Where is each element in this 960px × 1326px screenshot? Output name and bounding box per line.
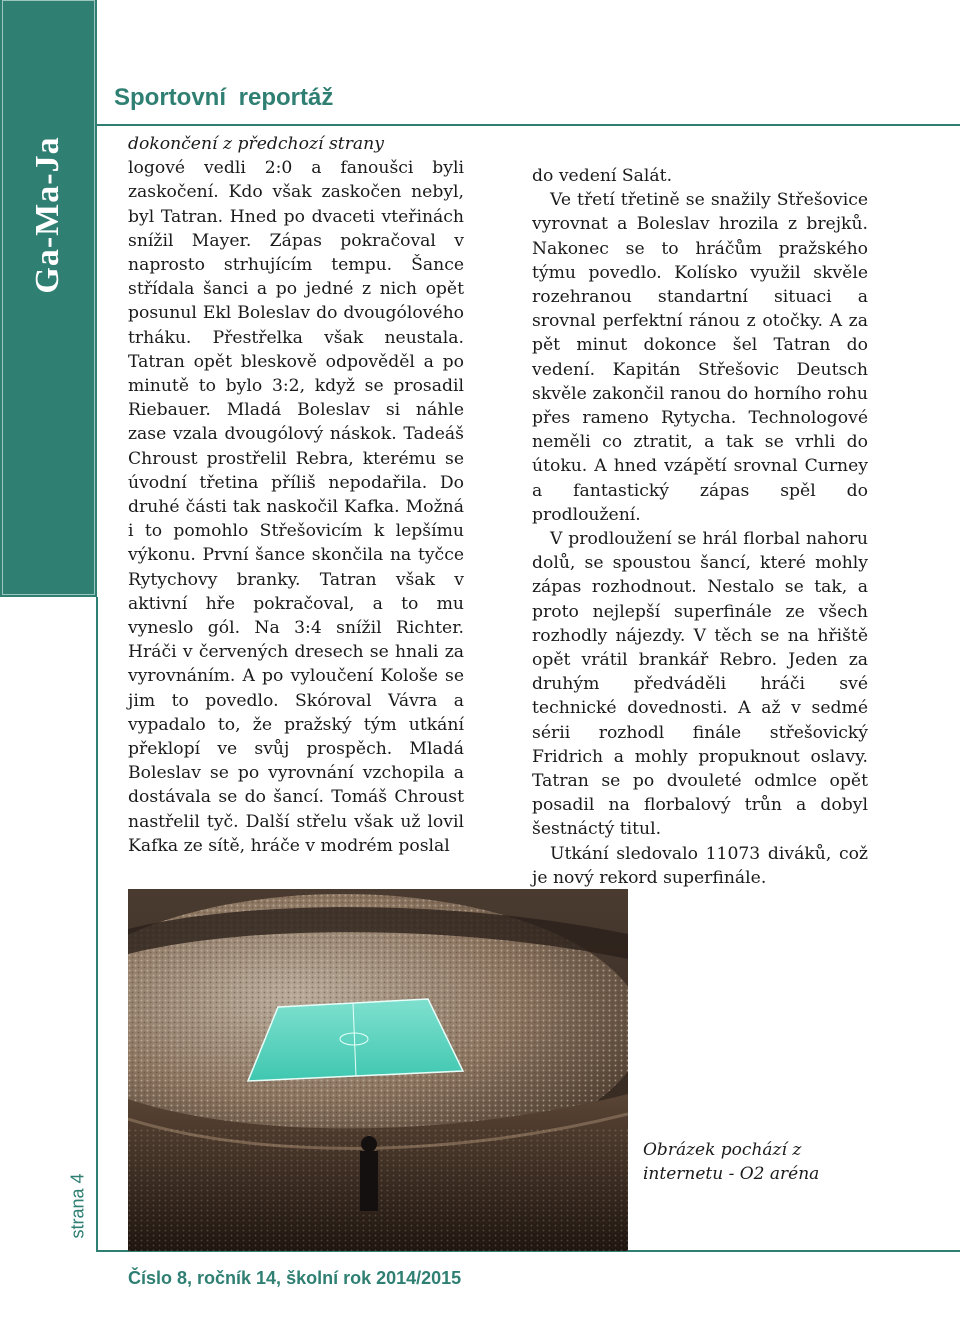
article-column-left (128, 132, 464, 858)
section-title: Sportovní reportáž (114, 84, 334, 111)
photo-caption: Obrázek pochází z internetu - O2 aréna (643, 1140, 820, 1184)
article-paragraph: logové vedli 2:0 a fanoušci byli zaskočení. Kdo však zaskočen nebyl, byl Tatran. Hned po dvaceti vteřinách snížil Mayer. Zápas pokračoval v naprosto strhujícím tempu. Šance střídala šanci a po jedné z nich opět posunul Ekl Boleslav do dvougólového trháku. Přestřelka však neustala. Tatran opět bleskově odpověděl a po minutě to bylo 3:2, když se prosadil Riebauer. Mladá Boleslav si náhle zase vzala dvougólový náskok. Tadeáš Chroust prostřelil Rebra, kterému se úvodní třetina příliš nepodařila. Do druhé části tak naskočil Kafka. Možná i to pomohlo Střešovicím k lepšímu výkonu. První šance skončila na tyčce Rytychovy branky. Tatran však v aktivní hře pokračoval, a to mu vyneslo gól. Na 3:4 snížil Richter. Hráči v červených dresech se hnali za vyrovnáním. A po vyloučení Kološe se jim to povedlo. Skóroval Vávra a vypadalo to, že pražský tým utkání překlopí ve svůj prospěch. Mladá Boleslav se po vyrovnání vzchopila a dostávala se do šancí. Tomáš Chroust nastřelil tyč. Další střelu však už lovil Kafka ze sítě, hráče v modrém poslal (128, 158, 464, 856)
page-number: strana 4 (67, 1173, 88, 1239)
article-paragraph: Ve třetí třetině se snažily Střešovice vyrovnat a Boleslav hrozila z brejků. Nakonec se to hráčům pražského týmu povedlo. Kolísko využil skvěle rozehranou standartní situaci a srovnal perfektní ránou z otočky. A za pět minut dokonce šel Tatran do vedení. Kapitán Střešovic Deutsch skvěle zakončil ranou do horního rohu přes rameno Rytycha. Technologové neměli co ztratit, a tak se vrhli do útoku. A hned vzápětí srovnal Curney a fantastický zápas spěl do prodloužení. (532, 190, 868, 525)
continuation-note: dokončení z předchozí strany (128, 134, 384, 154)
article-paragraph: V prodloužení se hrál florbal nahoru dolů, se spoustou šancí, které mohly zápas rozhodnout. Nestalo se tak, a proto nejlepší superfinále ze všech rozhodly nájezdy. V těch se na hřiště opět vrátil brankář Rebro. Jeden za druhým předváděli hráči své technické dovednosti. A až v sedmé sérii rozhodl finále střešovický Fridrich a mohly propuknout oslavy. Tatran se po dvouleté odmlce opět posadil na florbalový trůn a dobyl šestnáctý titul. (532, 529, 868, 840)
sidebar-rule (96, 597, 98, 1252)
article-paragraph: do vedení Salát. (532, 166, 673, 186)
arena-photo (128, 889, 628, 1251)
sidebar-band (0, 0, 97, 597)
header-rule (97, 124, 960, 126)
magazine-name: Ga-Ma-Ja (29, 136, 66, 294)
sidebar-band-frame (2, 0, 95, 595)
article-paragraph: Utkání sledovalo 11073 diváků, což je nový rekord superfinále. (532, 843, 868, 888)
issue-info: Číslo 8, ročník 14, školní rok 2014/2015 (128, 1268, 462, 1288)
spectator-silhouette (360, 1151, 378, 1211)
article-column-right (532, 164, 868, 890)
